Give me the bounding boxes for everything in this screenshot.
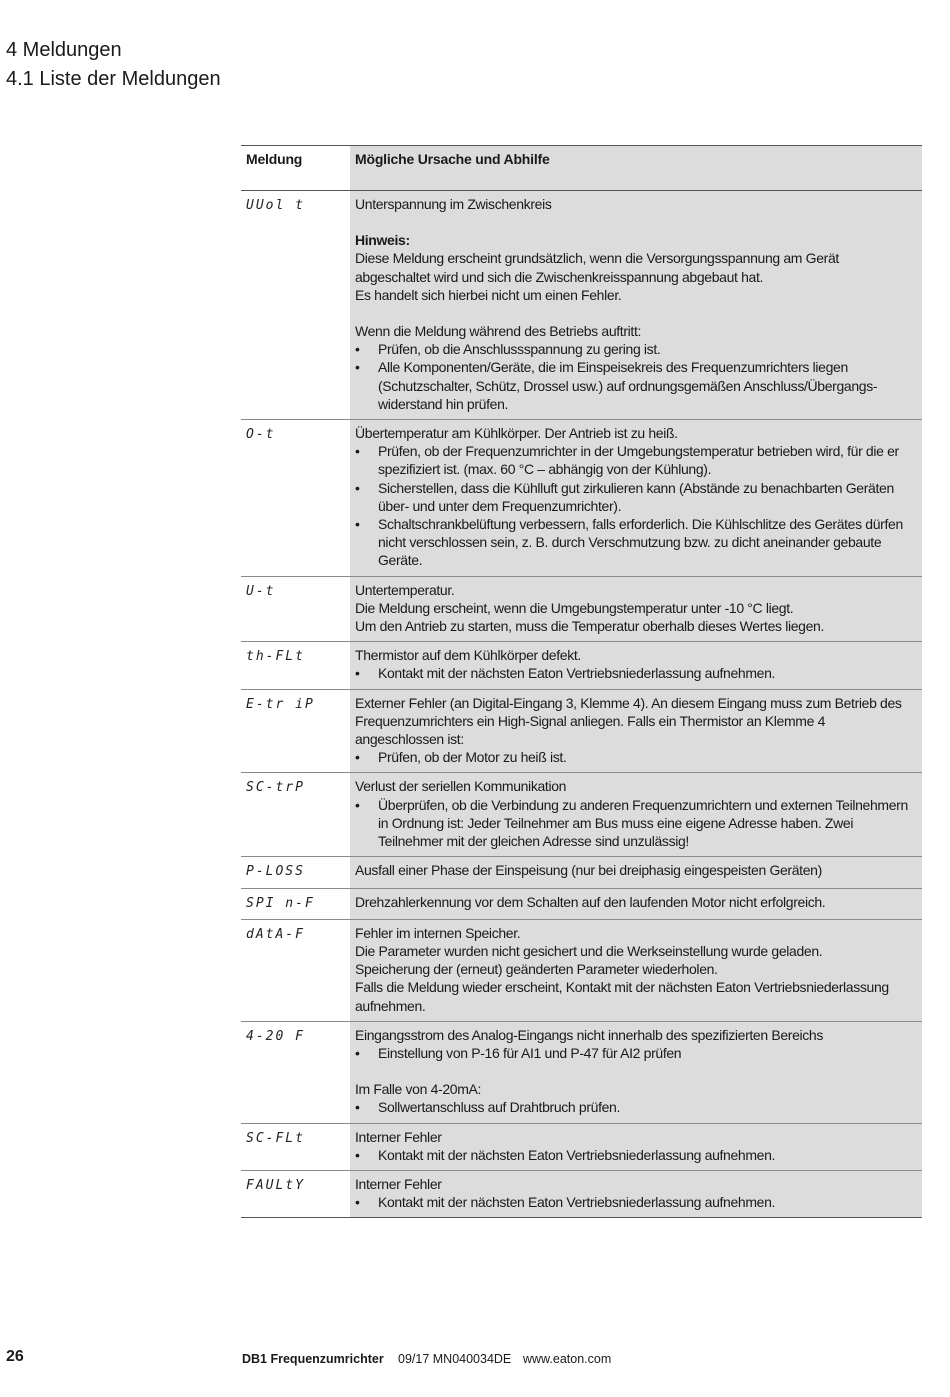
cause-remedy-cell <box>350 773 922 857</box>
document-reference: 09/17 MN040034DE <box>398 1352 512 1366</box>
description-text: Unterspannung im Zwischenkreis <box>355 196 552 212</box>
bullet-item: • Kontakt mit der nächsten Eaton Vertriebsniederlassung aufnehmen. <box>355 1146 917 1164</box>
table-row <box>241 888 922 919</box>
description-text: Es handelt sich hierbei nicht um einen Fehler. <box>355 286 622 303</box>
bullet-list <box>355 1044 917 1062</box>
description-text: Interner Fehler <box>355 1128 442 1145</box>
message-code-cell <box>241 689 350 773</box>
cause-remedy-cell <box>350 1021 922 1123</box>
message-code-cell <box>241 642 350 689</box>
description-text: Eingangsstrom des Analog-Eingangs nicht innerhalb des spezifizierten Bereichs <box>355 1026 824 1043</box>
table-header-row <box>241 146 922 191</box>
cause-remedy-cell <box>350 919 922 1021</box>
table-row <box>241 1021 922 1123</box>
table-row <box>241 857 922 888</box>
description-text: Wenn die Meldung während des Betriebs auftritt: <box>355 323 642 340</box>
table-row <box>241 689 922 773</box>
bullet-item: • Prüfen, ob die Anschlussspannung zu gering ist. <box>355 340 917 358</box>
bullet-item: • Schaltschrankbelüftung verbessern, falls erforderlich. Die Kühlschlitze des Gerätes dürfen nicht verschlossen sein, z. B. durch Verschmutzung bzw. zu dicht aneinander gebaute Geräte. <box>355 515 917 570</box>
message-code: U-t <box>246 583 276 599</box>
chapter-title: 4 Meldungen <box>6 39 122 61</box>
description-text: Übertemperatur am Kühlkörper. Der Antrieb ist zu heiß. <box>355 425 678 442</box>
hint-label: Hinweis: <box>355 232 410 249</box>
message-code-cell <box>241 773 350 857</box>
table-row <box>241 576 922 642</box>
message-code: P-LOSS <box>246 864 305 880</box>
cause-remedy-cell <box>350 576 922 642</box>
description-text: Untertemperatur. <box>355 581 455 598</box>
description-text: Um den Antrieb zu starten, muss die Temperatur oberhalb dieses Wertes liegen. <box>355 618 825 635</box>
description-text: Drehzahlerkennung vor dem Schalten auf den laufenden Motor nicht erfolgreich. <box>355 893 826 910</box>
description-text: Externer Fehler (an Digital-Eingang 3, Klemme 4). An diesem Eingang muss zum Betrieb des Frequenzumrichters ein High-Signal anliegen. Falls ein Thermistor an Klemme 4 angeschlossen ist: <box>355 694 902 748</box>
cause-remedy-cell <box>350 1170 922 1217</box>
message-code: O-t <box>246 427 276 443</box>
table-row <box>241 919 922 1021</box>
cause-remedy-cell <box>350 689 922 773</box>
bullet-list <box>355 442 917 569</box>
message-code-cell <box>241 1021 350 1123</box>
table-row <box>241 773 922 857</box>
message-code-cell <box>241 191 350 420</box>
bullet-item: • Kontakt mit der nächsten Eaton Vertriebsniederlassung aufnehmen. <box>355 1193 917 1211</box>
message-code: SC-trP <box>246 780 305 796</box>
cause-remedy-cell <box>350 857 922 888</box>
message-code-cell <box>241 919 350 1021</box>
paragraph-gap <box>355 213 917 231</box>
page-number: 26 <box>6 1348 24 1365</box>
bullet-list <box>355 1146 917 1164</box>
description-text: Falls die Meldung wieder erscheint, Kontakt mit der nächsten Eaton Vertriebsniederlassung aufnehmen. <box>355 979 889 1014</box>
cause-remedy-cell <box>350 420 922 577</box>
message-code: E-tr iP <box>246 696 315 712</box>
description-text: Interner Fehler <box>355 1175 442 1192</box>
cause-remedy-cell <box>350 191 922 420</box>
paragraph-gap <box>355 304 917 322</box>
website-url: www.eaton.com <box>523 1352 612 1366</box>
column-header-message: Meldung <box>241 146 350 191</box>
table-body <box>241 191 922 1218</box>
section-title: 4.1 Liste der Meldungen <box>6 68 221 90</box>
bullet-item: • Alle Komponenten/Geräte, die im Einspeisekreis des Frequenzumrichters liegen (Schutzschalter, Schütz, Drossel usw.) auf ordnungsgemäßen Anschluss/Übergangs-widerstand hin prüfen. <box>355 358 917 413</box>
message-code-cell <box>241 857 350 888</box>
message-code: th-FLt <box>246 649 305 665</box>
message-code: SC-FLt <box>246 1130 305 1146</box>
bullet-list <box>355 1193 917 1211</box>
message-code-cell <box>241 888 350 919</box>
bullet-list <box>355 340 917 413</box>
message-code: UUol t <box>246 198 305 213</box>
column-header-cause: Mögliche Ursache und Abhilfe <box>350 146 922 191</box>
document-title: DB1 Frequenzumrichter <box>242 1352 384 1366</box>
description-text: Speicherung der (erneut) geänderten Parameter wiederholen. <box>355 961 718 978</box>
bullet-item: • Prüfen, ob der Frequenzumrichter in der Umgebungstemperatur betrieben wird, für die er spezifiziert ist. (max. 60 °C – abhängig von der Kühlung). <box>355 442 917 478</box>
description-text: Ausfall einer Phase der Einspeisung (nur bei dreiphasig eingespeisten Geräten) <box>355 862 822 879</box>
description-text: Diese Meldung erscheint grundsätzlich, wenn die Versorgungsspannung am Gerät abgeschaltet wird und sich die Zwischenkreisspannung abgebaut hat. <box>355 250 839 285</box>
description-text: Thermistor auf dem Kühlkörper defekt. <box>355 647 581 664</box>
message-code: 4-20 F <box>246 1028 305 1044</box>
message-code-cell <box>241 1123 350 1170</box>
description-text: Fehler im internen Speicher. <box>355 924 521 941</box>
bullet-list <box>355 664 917 682</box>
cause-remedy-cell <box>350 888 922 919</box>
message-code-cell <box>241 1170 350 1217</box>
table-row <box>241 420 922 577</box>
bullet-item: • Sollwertanschluss auf Drahtbruch prüfen. <box>355 1098 917 1116</box>
description-text: Verlust der seriellen Kommunikation <box>355 778 567 795</box>
message-code-cell <box>241 576 350 642</box>
message-code: dAtA-F <box>246 926 305 942</box>
bullet-item: • Sicherstellen, dass die Kühlluft gut zirkulieren kann (Abstände zu benachbarten Geräten über- und unter dem Frequenzumrichter). <box>355 479 917 515</box>
message-code-cell <box>241 420 350 577</box>
description-text: Die Meldung erscheint, wenn die Umgebungstemperatur unter -10 °C liegt. <box>355 599 794 616</box>
bullet-item: • Prüfen, ob der Motor zu heiß ist. <box>355 748 917 766</box>
messages-table <box>241 145 922 1218</box>
bullet-list <box>355 1098 917 1116</box>
bullet-item: • Kontakt mit der nächsten Eaton Vertriebsniederlassung aufnehmen. <box>355 664 917 682</box>
table-row <box>241 191 922 420</box>
bullet-item: • Einstellung von P-16 für AI1 und P-47 für AI2 prüfen <box>355 1044 917 1062</box>
bullet-list <box>355 796 917 851</box>
description-text: Die Parameter wurden nicht gesichert und die Werkseinstellung wurde geladen. <box>355 942 823 959</box>
cause-remedy-cell <box>350 642 922 689</box>
table-row <box>241 642 922 689</box>
table-row <box>241 1170 922 1217</box>
cause-remedy-cell <box>350 1123 922 1170</box>
paragraph-gap <box>355 1062 917 1080</box>
table-row <box>241 1123 922 1170</box>
bullet-item: • Überprüfen, ob die Verbindung zu anderen Frequenzumrichtern und externen Teilnehmern in Ordnung ist: Jeder Teilnehmer am Bus muss eine eigene Adresse haben. Zwei Teilnehmer mit der gleichen Adresse sind unzulässig! <box>355 796 917 851</box>
bullet-list <box>355 748 917 766</box>
message-code: SPI n-F <box>246 895 315 911</box>
message-code: FAULtY <box>246 1177 305 1193</box>
description-text: Im Falle von 4-20mA: <box>355 1081 482 1098</box>
